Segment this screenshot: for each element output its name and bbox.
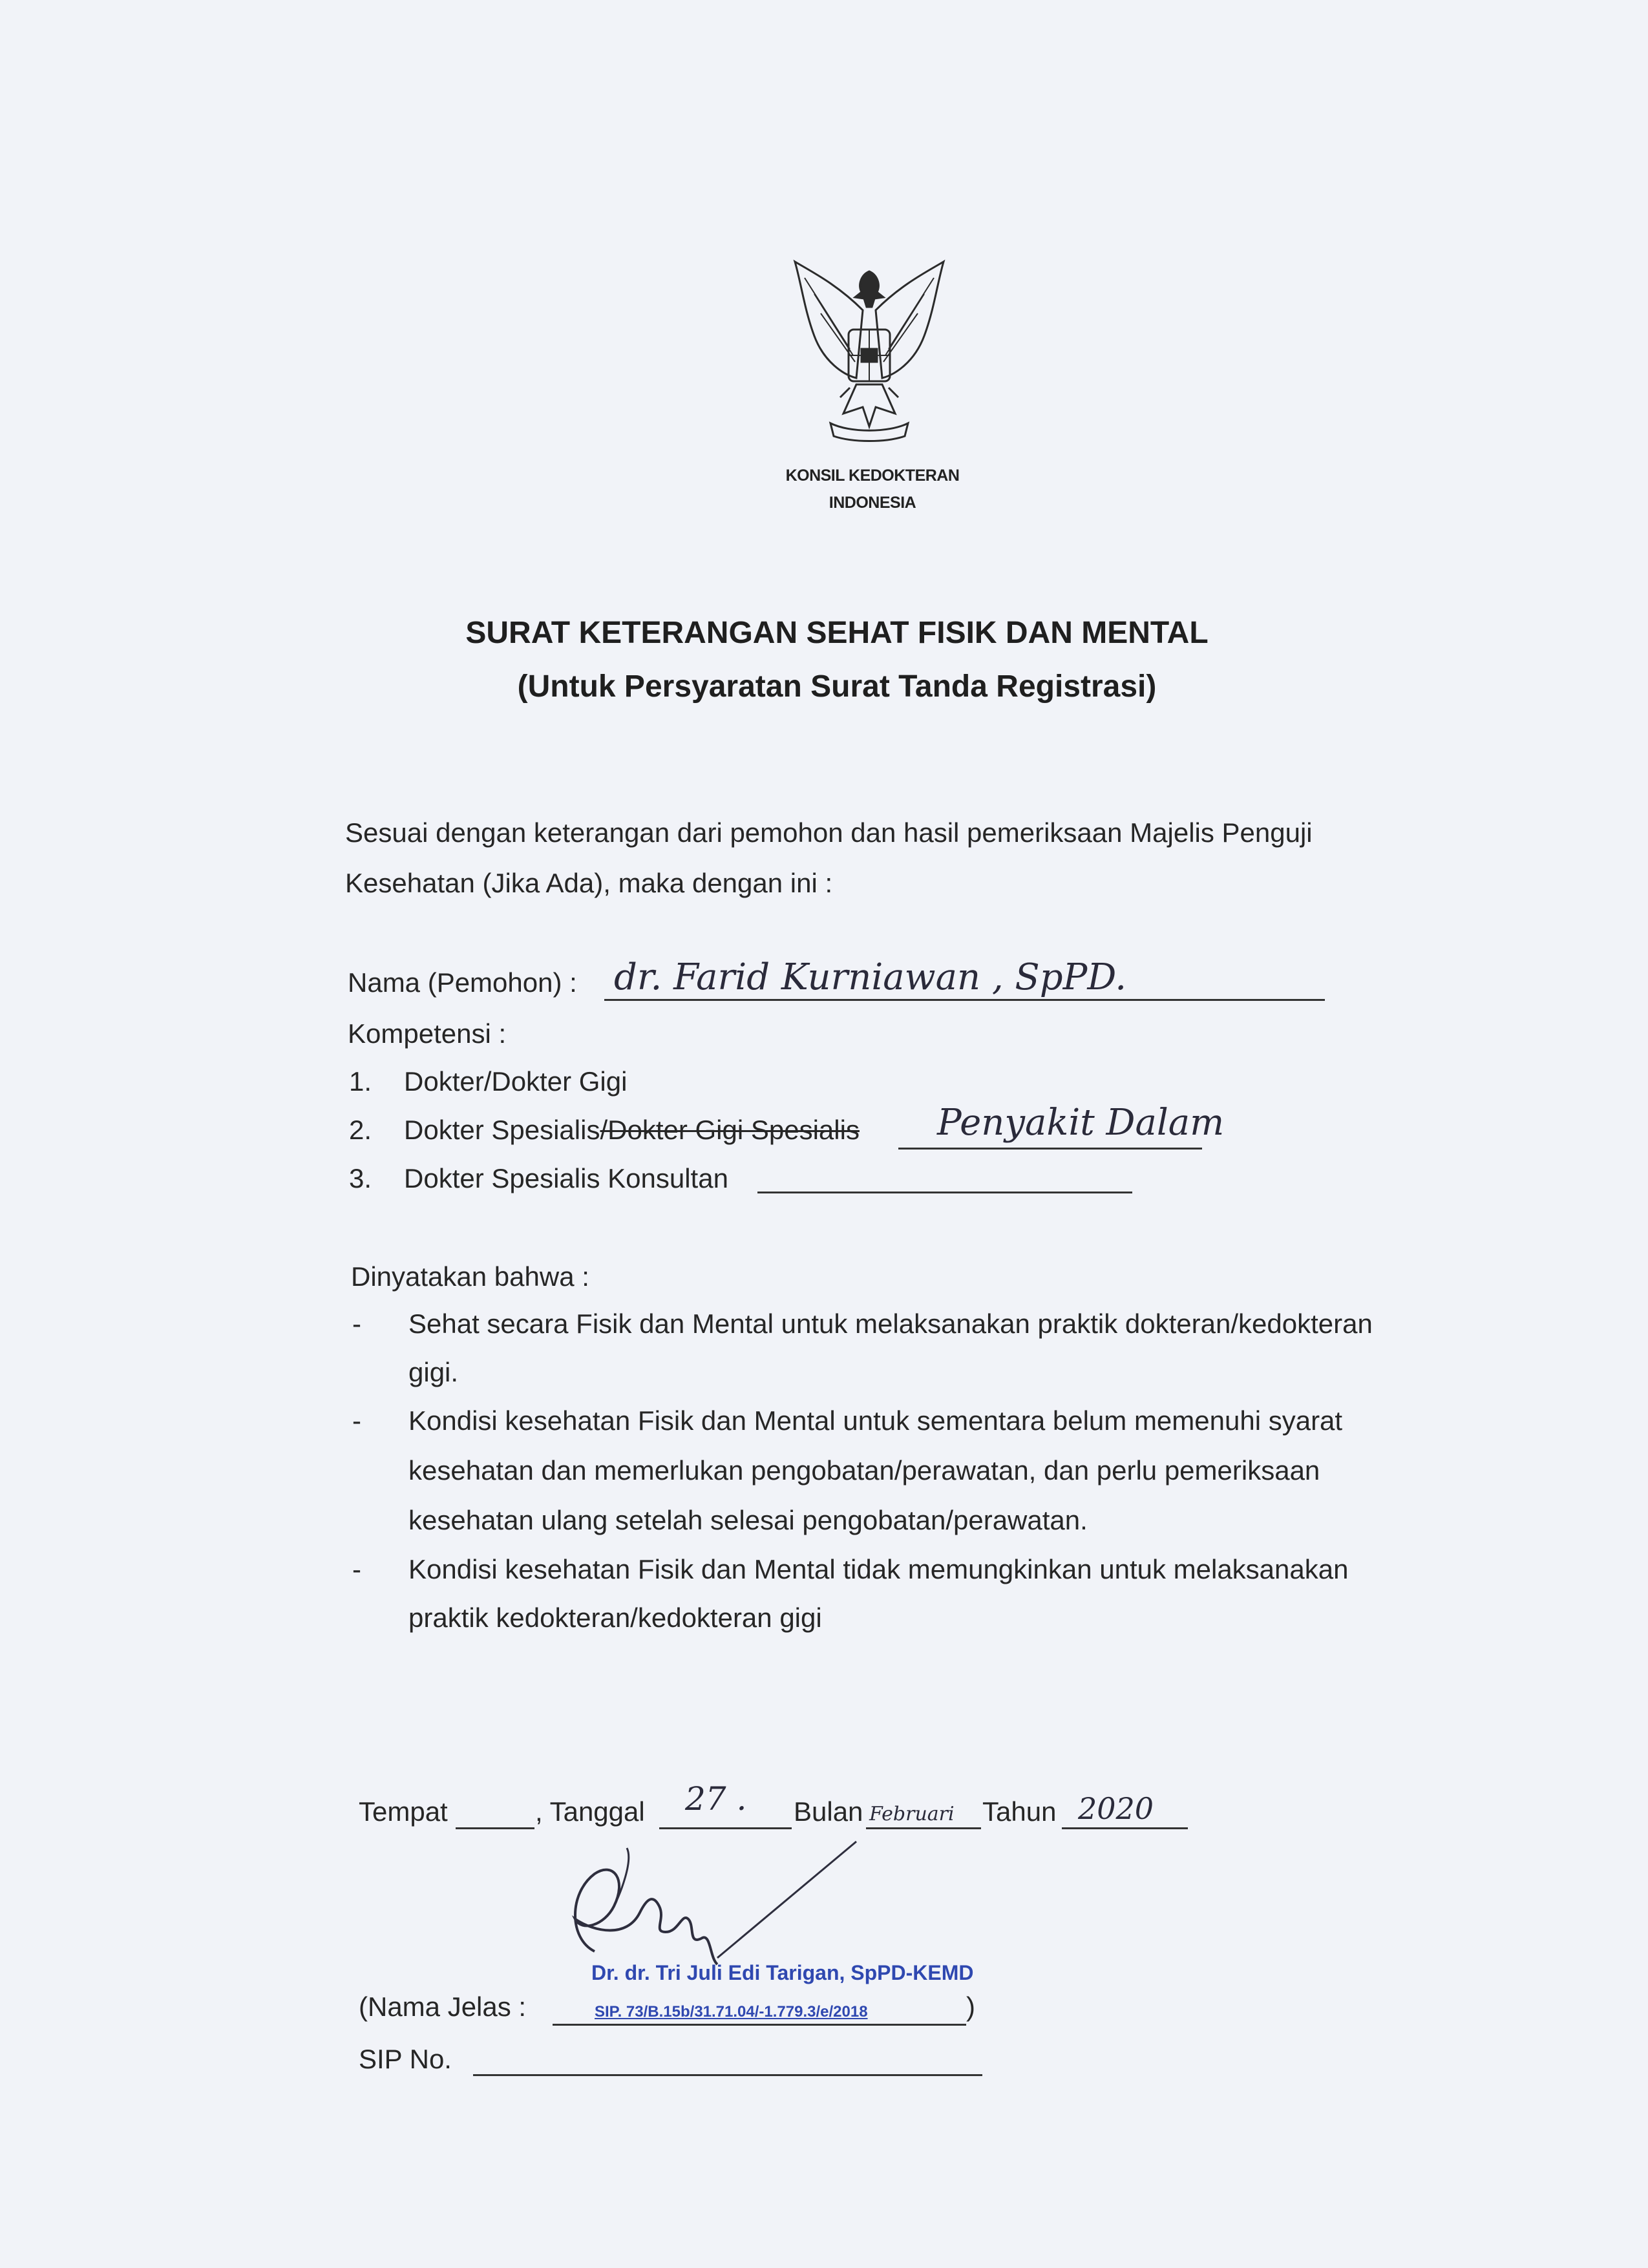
bullet-3-line-1: Kondisi kesehatan Fisik dan Mental tidak memungkinkan untuk melaksanakan <box>408 1554 1349 1584</box>
place-underline <box>456 1827 534 1829</box>
specialty-underline <box>898 1148 1202 1150</box>
applicant-name-handwritten: dr. Farid Kurniawan , SpPD. <box>614 956 1127 998</box>
stamp-sip-number: SIP. 73/B.15b/31.71.04/-1.779.3/e/2018 <box>595 2003 868 2021</box>
bullet-3-line-2: praktik kedokteran/kedokteran gigi <box>408 1602 822 1633</box>
bullet-2-dash: - <box>352 1405 361 1436</box>
competency-item-1: Dokter/Dokter Gigi <box>404 1066 628 1097</box>
name-close-paren: ) <box>966 1991 975 2022</box>
intro-line-1: Sesuai dengan keterangan dari pemohon dan hasil pemeriksaan Majelis Penguji <box>345 817 1313 848</box>
date-label: , Tanggal <box>535 1796 645 1827</box>
competency-item-2-struck: /Dokter Gigi Spesialis <box>600 1115 860 1145</box>
competency-label: Kompetensi : <box>348 1018 507 1049</box>
document-title: SURAT KETERANGAN SEHAT FISIK DAN MENTAL <box>465 616 1209 650</box>
year-handwritten: 2020 <box>1078 1791 1154 1826</box>
name-label: (Nama Jelas : <box>359 1991 527 2022</box>
org-name-line1: KONSIL KEDOKTERAN <box>785 467 960 485</box>
bullet-2-line-1: Kondisi kesehatan Fisik dan Mental untuk sementara belum memenuhi syarat <box>408 1405 1343 1436</box>
garuda-emblem-icon <box>785 258 953 452</box>
name-underline <box>553 2024 966 2026</box>
org-name-line2: INDONESIA <box>829 494 916 512</box>
competency-item-2-text: Dokter Spesialis <box>404 1115 600 1145</box>
competency-num-1: 1. <box>349 1066 372 1097</box>
sip-label: SIP No. <box>359 2044 452 2074</box>
month-label: Bulan <box>794 1796 863 1827</box>
bullet-1-dash: - <box>352 1308 361 1339</box>
competency-num-3: 3. <box>349 1163 372 1193</box>
year-underline <box>1062 1827 1188 1829</box>
year-label: Tahun <box>982 1796 1057 1827</box>
declaration-label: Dinyatakan bahwa : <box>351 1261 589 1292</box>
place-label: Tempat <box>359 1796 448 1827</box>
bullet-2-line-2: kesehatan dan memerlukan pengobatan/perawatan, dan perlu pemeriksaan <box>408 1455 1320 1486</box>
bullet-2-line-3: kesehatan ulang setelah selesai pengobatan/perawatan. <box>408 1505 1088 1535</box>
sip-underline <box>473 2074 982 2076</box>
applicant-underline <box>604 999 1325 1001</box>
bullet-1-line-2: gigi. <box>408 1357 459 1387</box>
competency-item-2 <box>404 1115 860 1146</box>
consultant-underline <box>757 1192 1132 1193</box>
stamp-doctor-name: Dr. dr. Tri Juli Edi Tarigan, SpPD-KEMD <box>591 1961 974 1984</box>
bullet-3-dash: - <box>352 1554 361 1584</box>
applicant-label: Nama (Pemohon) : <box>348 967 577 998</box>
month-handwritten: Februari <box>869 1803 955 1825</box>
competency-num-2: 2. <box>349 1115 372 1145</box>
document-subtitle: (Untuk Persyaratan Surat Tanda Registrasi) <box>517 669 1157 704</box>
bullet-1-line-1: Sehat secara Fisik dan Mental untuk melaksanakan praktik dokteran/kedokteran <box>408 1308 1373 1339</box>
date-handwritten: 27 . <box>685 1780 747 1818</box>
date-underline <box>659 1827 792 1829</box>
competency-item-3: Dokter Spesialis Konsultan <box>404 1163 728 1193</box>
month-underline <box>866 1827 981 1829</box>
intro-line-2: Kesehatan (Jika Ada), maka dengan ini : <box>345 868 833 898</box>
specialty-handwritten: Penyakit Dalam <box>937 1102 1225 1144</box>
